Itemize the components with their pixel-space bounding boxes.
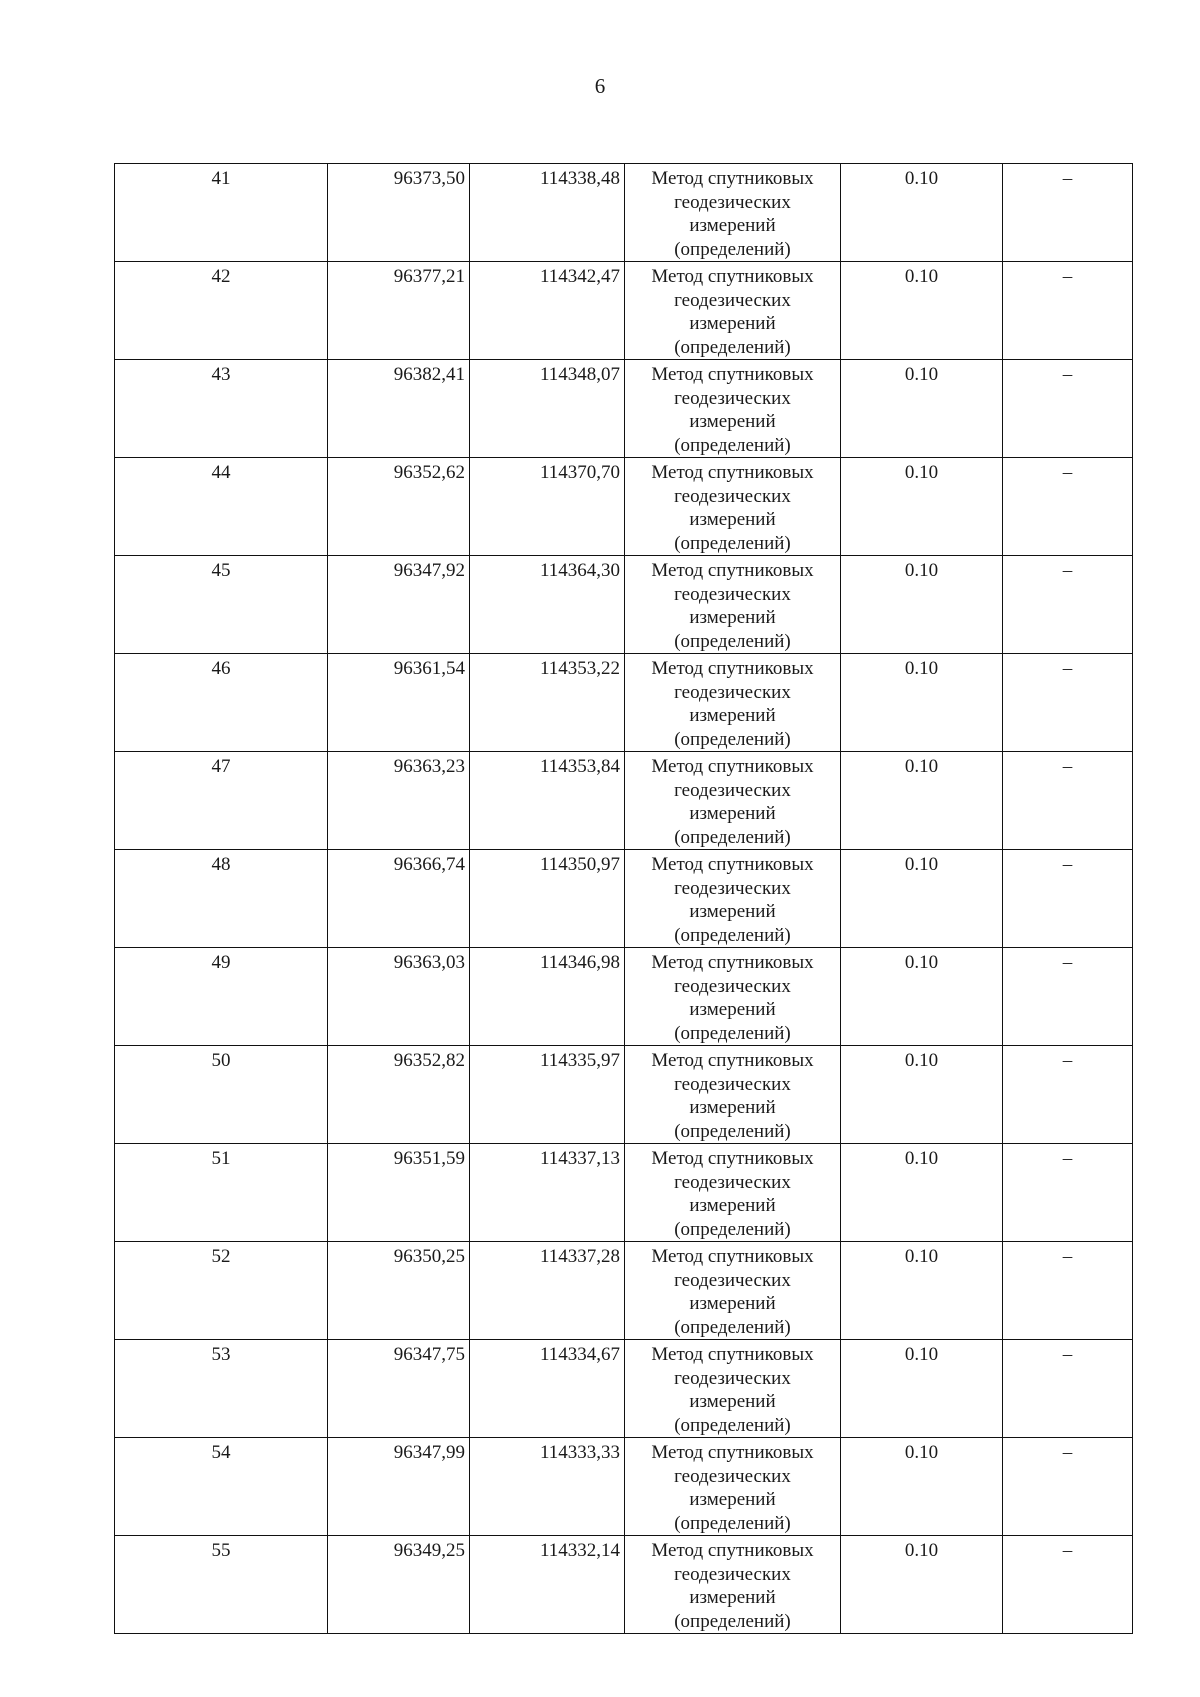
method-cell: Метод спутниковых геодезических измерений (определений) xyxy=(625,1438,841,1536)
point-number-cell: 41 xyxy=(115,164,328,262)
y-coordinate-cell: 114346,98 xyxy=(470,948,625,1046)
accuracy-cell: 0.10 xyxy=(841,1144,1003,1242)
coordinates-table xyxy=(114,163,1133,1634)
method-cell: Метод спутниковых геодезических измерений (определений) xyxy=(625,458,841,556)
table-row xyxy=(115,360,1133,458)
accuracy-cell: 0.10 xyxy=(841,164,1003,262)
extra-cell: – xyxy=(1003,262,1133,360)
y-coordinate-cell: 114338,48 xyxy=(470,164,625,262)
accuracy-cell: 0.10 xyxy=(841,850,1003,948)
y-coordinate-cell: 114333,33 xyxy=(470,1438,625,1536)
table-row xyxy=(115,948,1133,1046)
extra-cell: – xyxy=(1003,752,1133,850)
point-number-cell: 47 xyxy=(115,752,328,850)
point-number-cell: 48 xyxy=(115,850,328,948)
extra-cell: – xyxy=(1003,164,1133,262)
x-coordinate-cell: 96347,75 xyxy=(328,1340,470,1438)
extra-cell: – xyxy=(1003,850,1133,948)
y-coordinate-cell: 114353,84 xyxy=(470,752,625,850)
y-coordinate-cell: 114350,97 xyxy=(470,850,625,948)
table-row xyxy=(115,1242,1133,1340)
y-coordinate-cell: 114370,70 xyxy=(470,458,625,556)
extra-cell: – xyxy=(1003,458,1133,556)
table-row xyxy=(115,654,1133,752)
point-number-cell: 46 xyxy=(115,654,328,752)
table-row xyxy=(115,262,1133,360)
x-coordinate-cell: 96349,25 xyxy=(328,1536,470,1634)
point-number-cell: 55 xyxy=(115,1536,328,1634)
method-cell: Метод спутниковых геодезических измерений (определений) xyxy=(625,1340,841,1438)
extra-cell: – xyxy=(1003,1144,1133,1242)
accuracy-cell: 0.10 xyxy=(841,1438,1003,1536)
extra-cell: – xyxy=(1003,1340,1133,1438)
table-row xyxy=(115,752,1133,850)
extra-cell: – xyxy=(1003,1046,1133,1144)
y-coordinate-cell: 114337,13 xyxy=(470,1144,625,1242)
x-coordinate-cell: 96361,54 xyxy=(328,654,470,752)
table-row xyxy=(115,850,1133,948)
accuracy-cell: 0.10 xyxy=(841,1340,1003,1438)
extra-cell: – xyxy=(1003,360,1133,458)
accuracy-cell: 0.10 xyxy=(841,458,1003,556)
point-number-cell: 53 xyxy=(115,1340,328,1438)
method-cell: Метод спутниковых геодезических измерений (определений) xyxy=(625,1144,841,1242)
method-cell: Метод спутниковых геодезических измерений (определений) xyxy=(625,654,841,752)
accuracy-cell: 0.10 xyxy=(841,262,1003,360)
y-coordinate-cell: 114353,22 xyxy=(470,654,625,752)
x-coordinate-cell: 96377,21 xyxy=(328,262,470,360)
table-row xyxy=(115,1144,1133,1242)
point-number-cell: 50 xyxy=(115,1046,328,1144)
accuracy-cell: 0.10 xyxy=(841,948,1003,1046)
accuracy-cell: 0.10 xyxy=(841,654,1003,752)
y-coordinate-cell: 114337,28 xyxy=(470,1242,625,1340)
accuracy-cell: 0.10 xyxy=(841,360,1003,458)
extra-cell: – xyxy=(1003,1536,1133,1634)
extra-cell: – xyxy=(1003,1242,1133,1340)
point-number-cell: 49 xyxy=(115,948,328,1046)
extra-cell: – xyxy=(1003,556,1133,654)
method-cell: Метод спутниковых геодезических измерений (определений) xyxy=(625,1242,841,1340)
method-cell: Метод спутниковых геодезических измерений (определений) xyxy=(625,850,841,948)
point-number-cell: 54 xyxy=(115,1438,328,1536)
y-coordinate-cell: 114332,14 xyxy=(470,1536,625,1634)
method-cell: Метод спутниковых геодезических измерений (определений) xyxy=(625,1536,841,1634)
accuracy-cell: 0.10 xyxy=(841,1242,1003,1340)
extra-cell: – xyxy=(1003,654,1133,752)
method-cell: Метод спутниковых геодезических измерений (определений) xyxy=(625,1046,841,1144)
method-cell: Метод спутниковых геодезических измерений (определений) xyxy=(625,164,841,262)
x-coordinate-cell: 96351,59 xyxy=(328,1144,470,1242)
method-cell: Метод спутниковых геодезических измерений (определений) xyxy=(625,752,841,850)
extra-cell: – xyxy=(1003,1438,1133,1536)
x-coordinate-cell: 96352,62 xyxy=(328,458,470,556)
x-coordinate-cell: 96350,25 xyxy=(328,1242,470,1340)
method-cell: Метод спутниковых геодезических измерений (определений) xyxy=(625,556,841,654)
point-number-cell: 42 xyxy=(115,262,328,360)
point-number-cell: 43 xyxy=(115,360,328,458)
method-cell: Метод спутниковых геодезических измерений (определений) xyxy=(625,262,841,360)
point-number-cell: 51 xyxy=(115,1144,328,1242)
table-row xyxy=(115,1340,1133,1438)
extra-cell: – xyxy=(1003,948,1133,1046)
x-coordinate-cell: 96366,74 xyxy=(328,850,470,948)
point-number-cell: 45 xyxy=(115,556,328,654)
table-row xyxy=(115,556,1133,654)
y-coordinate-cell: 114348,07 xyxy=(470,360,625,458)
table-row xyxy=(115,1046,1133,1144)
x-coordinate-cell: 96363,23 xyxy=(328,752,470,850)
method-cell: Метод спутниковых геодезических измерений (определений) xyxy=(625,360,841,458)
method-cell: Метод спутниковых геодезических измерений (определений) xyxy=(625,948,841,1046)
x-coordinate-cell: 96352,82 xyxy=(328,1046,470,1144)
table-row xyxy=(115,1438,1133,1536)
point-number-cell: 52 xyxy=(115,1242,328,1340)
x-coordinate-cell: 96363,03 xyxy=(328,948,470,1046)
y-coordinate-cell: 114364,30 xyxy=(470,556,625,654)
accuracy-cell: 0.10 xyxy=(841,1046,1003,1144)
x-coordinate-cell: 96347,92 xyxy=(328,556,470,654)
point-number-cell: 44 xyxy=(115,458,328,556)
accuracy-cell: 0.10 xyxy=(841,752,1003,850)
y-coordinate-cell: 114342,47 xyxy=(470,262,625,360)
accuracy-cell: 0.10 xyxy=(841,556,1003,654)
x-coordinate-cell: 96347,99 xyxy=(328,1438,470,1536)
x-coordinate-cell: 96373,50 xyxy=(328,164,470,262)
table-row xyxy=(115,458,1133,556)
y-coordinate-cell: 114334,67 xyxy=(470,1340,625,1438)
y-coordinate-cell: 114335,97 xyxy=(470,1046,625,1144)
page-number: 6 xyxy=(594,74,606,98)
x-coordinate-cell: 96382,41 xyxy=(328,360,470,458)
table-row xyxy=(115,1536,1133,1634)
table-row xyxy=(115,164,1133,262)
accuracy-cell: 0.10 xyxy=(841,1536,1003,1634)
coordinates-table-body xyxy=(115,164,1133,1634)
